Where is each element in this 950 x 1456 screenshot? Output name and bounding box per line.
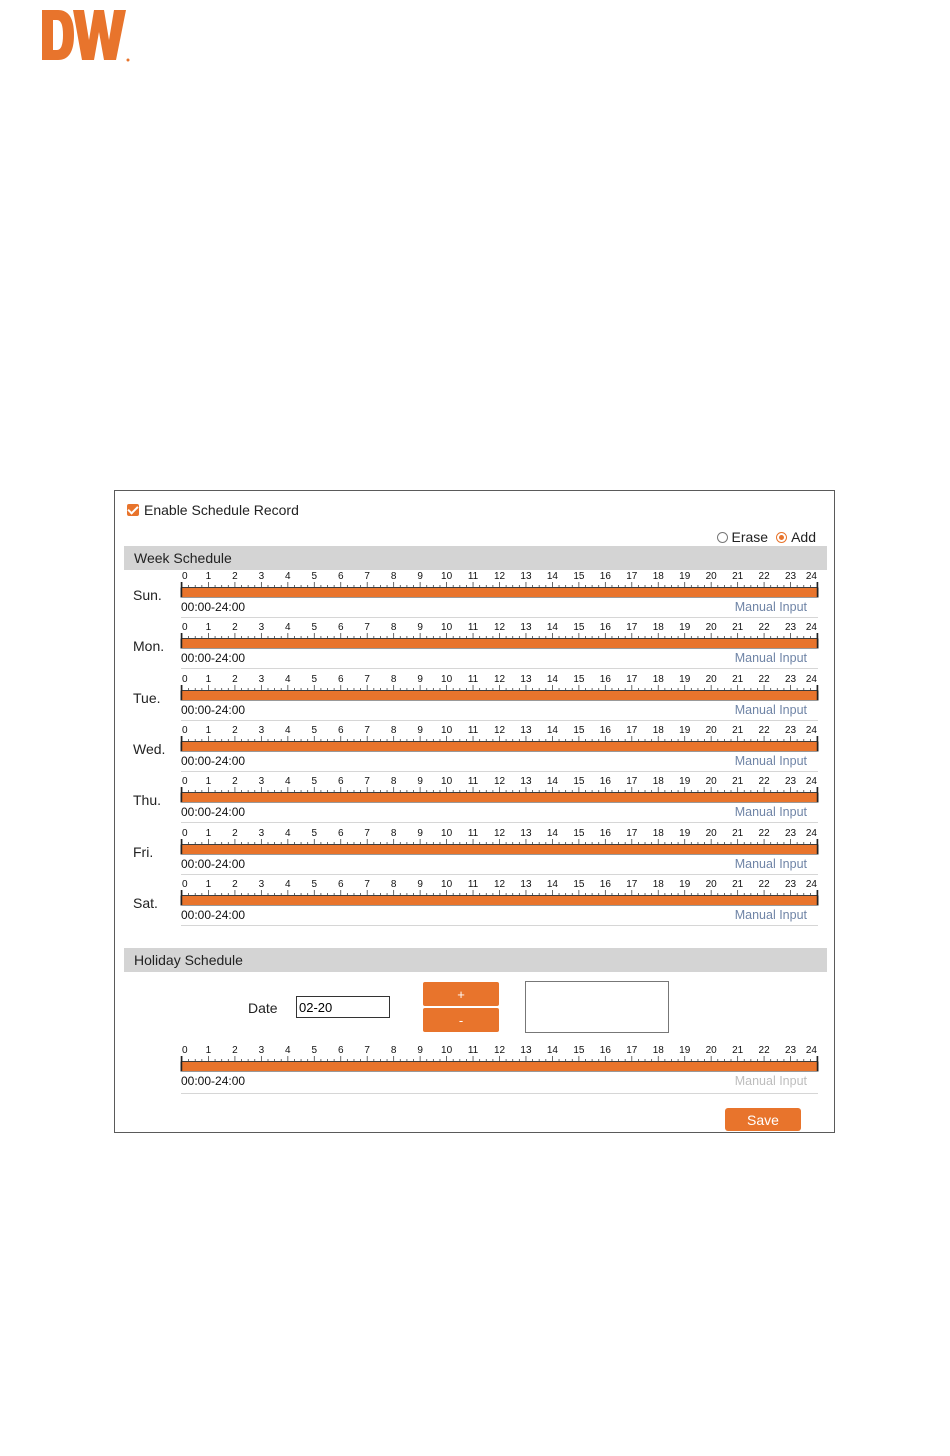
- day-0-timeline[interactable]: [181, 570, 818, 600]
- hour-tick-label: 6: [337, 622, 344, 634]
- hour-tick-label: 19: [679, 776, 691, 788]
- hour-tick-label: 8: [390, 878, 397, 890]
- hour-tick-label: 7: [364, 878, 370, 890]
- hour-tick-label: 2: [232, 673, 238, 685]
- hour-tick-label: 3: [258, 571, 265, 582]
- hour-tick-label: 9: [417, 571, 423, 582]
- hour-tick-label: 18: [652, 827, 664, 839]
- hour-tick-label: 16: [599, 571, 611, 582]
- hour-tick-label: 16: [599, 622, 611, 634]
- hour-tick-label: 3: [258, 827, 265, 839]
- date-input[interactable]: [296, 996, 390, 1018]
- hour-tick-label: 15: [573, 673, 585, 685]
- enable-schedule-label: Enable Schedule Record: [144, 502, 299, 518]
- hour-tick-label: 2: [232, 1045, 238, 1056]
- hour-tick-label: 1: [205, 827, 212, 839]
- day-range-text: 00:00-24:00: [181, 753, 246, 768]
- hour-tick-label: 6: [337, 776, 344, 788]
- hour-tick-label: 5: [311, 1045, 318, 1056]
- hour-tick-label: 10: [441, 776, 453, 788]
- enable-schedule-row[interactable]: [127, 501, 299, 519]
- hour-tick-label: 11: [467, 1045, 479, 1056]
- hour-tick-label: 8: [390, 724, 397, 736]
- hour-tick-label: 18: [652, 622, 664, 634]
- hour-tick-label: 22: [758, 571, 770, 582]
- hour-tick-label: 23: [784, 827, 797, 839]
- hour-tick-label: 17: [626, 776, 638, 788]
- hour-tick-label: 3: [258, 673, 265, 685]
- hour-tick-label: 11: [467, 622, 479, 634]
- day-range-text: 00:00-24:00: [181, 600, 246, 614]
- hour-tick-label: 0: [182, 724, 188, 736]
- hour-tick-label: 13: [520, 827, 532, 839]
- hour-tick-label: 20: [705, 724, 717, 736]
- enable-schedule-checkbox[interactable]: [127, 504, 139, 516]
- hour-tick-label: 16: [599, 1045, 611, 1056]
- day-2-timeline[interactable]: [181, 673, 818, 703]
- hour-tick-label: 6: [337, 571, 344, 582]
- hour-tick-label: 23: [784, 776, 797, 788]
- day-range-text: 00:00-24:00: [181, 907, 246, 922]
- hour-tick-label: 8: [390, 827, 397, 839]
- hour-tick-label: 22: [758, 827, 770, 839]
- dw-logo: [40, 6, 132, 64]
- hour-tick-label: 2: [232, 724, 238, 736]
- hour-tick-label: 12: [493, 776, 506, 788]
- holiday-schedule-header: Holiday Schedule: [124, 948, 827, 972]
- mode-selector: [717, 529, 817, 545]
- hour-tick-label: 1: [205, 1045, 212, 1056]
- hour-tick-label: 9: [417, 878, 423, 890]
- hour-tick-label: 24: [805, 571, 817, 582]
- hour-tick-label: 0: [182, 776, 188, 788]
- day-2-timeline-svg: [181, 673, 818, 703]
- hour-tick-label: 2: [232, 776, 238, 788]
- hour-tick-label: 6: [337, 724, 344, 736]
- hour-tick-label: 23: [784, 724, 797, 736]
- day-label: Sat.: [133, 894, 158, 911]
- add-radio[interactable]: [776, 532, 787, 543]
- hour-tick-label: 12: [493, 622, 506, 634]
- hour-tick-label: 12: [493, 1045, 506, 1056]
- hour-tick-label: 22: [758, 724, 770, 736]
- hour-tick-label: 11: [467, 724, 479, 736]
- hour-tick-label: 14: [546, 1045, 558, 1056]
- erase-radio[interactable]: [717, 532, 728, 543]
- hour-tick-label: 1: [205, 878, 212, 890]
- hour-tick-label: 24: [805, 776, 817, 788]
- day-label: Thu.: [133, 792, 162, 809]
- hour-tick-label: 2: [232, 878, 238, 890]
- hour-tick-label: 8: [390, 1045, 397, 1056]
- hour-tick-label: 24: [805, 622, 817, 634]
- hour-tick-label: 20: [705, 1045, 717, 1056]
- row-separator: [181, 720, 818, 721]
- hour-tick-label: 12: [493, 673, 506, 685]
- day-1-timeline[interactable]: [181, 621, 818, 651]
- scheduled-range-bar[interactable]: [182, 691, 817, 700]
- hour-tick-label: 12: [493, 724, 506, 736]
- hour-tick-label: 23: [784, 878, 797, 890]
- hour-tick-label: 15: [573, 1045, 585, 1056]
- hour-tick-label: 24: [805, 724, 817, 736]
- hour-tick-label: 7: [364, 827, 370, 839]
- hour-tick-label: 14: [546, 571, 558, 582]
- hour-tick-label: 24: [805, 1045, 817, 1056]
- hour-tick-label: 11: [467, 571, 479, 582]
- holiday-manual-input-link: Manual Input: [734, 1074, 807, 1088]
- hour-tick-label: 6: [337, 673, 344, 685]
- day-range-text: 00:00-24:00: [181, 856, 246, 871]
- hour-tick-label: 14: [546, 673, 558, 685]
- hour-tick-label: 9: [417, 776, 423, 788]
- hour-tick-label: 16: [599, 827, 611, 839]
- hour-tick-label: 8: [390, 571, 397, 582]
- hour-tick-label: 8: [390, 673, 397, 685]
- hour-tick-label: 13: [520, 724, 532, 736]
- holiday-range-text: 00:00-24:00: [181, 1074, 246, 1088]
- hour-tick-label: 5: [311, 571, 318, 582]
- manual-input-link[interactable]: Manual Input: [734, 753, 807, 768]
- hour-tick-label: 0: [182, 673, 188, 685]
- hour-tick-label: 20: [705, 673, 717, 685]
- hour-tick-label: 9: [417, 827, 423, 839]
- date-label: Date: [248, 1000, 278, 1016]
- day-label: Tue.: [133, 689, 161, 706]
- hour-tick-label: 0: [182, 571, 188, 582]
- remove-holiday-button[interactable]: -: [423, 1008, 499, 1032]
- scheduled-range-bar[interactable]: [182, 793, 817, 802]
- hour-tick-label: 21: [732, 776, 744, 788]
- hour-tick-label: 9: [417, 1045, 423, 1056]
- hour-tick-label: 13: [520, 571, 532, 582]
- hour-tick-label: 23: [784, 1045, 797, 1056]
- hour-tick-label: 15: [573, 827, 585, 839]
- hour-tick-label: 10: [441, 724, 453, 736]
- hour-tick-label: 0: [182, 827, 188, 839]
- hour-tick-label: 17: [626, 878, 638, 890]
- hour-tick-label: 18: [652, 1045, 664, 1056]
- hour-tick-label: 10: [441, 878, 453, 890]
- hour-tick-label: 16: [599, 673, 611, 685]
- hour-tick-label: 21: [732, 827, 744, 839]
- hour-tick-label: 0: [182, 878, 188, 890]
- hour-tick-label: 19: [679, 724, 691, 736]
- erase-label: Erase: [731, 529, 769, 545]
- scheduled-range-bar[interactable]: [182, 639, 817, 648]
- hour-tick-label: 21: [732, 673, 744, 685]
- hour-tick-label: 12: [493, 571, 506, 582]
- hour-tick-label: 11: [467, 673, 479, 685]
- hour-tick-label: 15: [573, 878, 585, 890]
- hour-tick-label: 21: [732, 1045, 744, 1056]
- hour-tick-label: 2: [232, 571, 238, 582]
- hour-tick-label: 4: [285, 673, 291, 685]
- holiday-date-list[interactable]: [525, 981, 669, 1033]
- hour-tick-label: 7: [364, 622, 370, 634]
- hour-tick-label: 13: [520, 1045, 532, 1056]
- hour-tick-label: 9: [417, 724, 423, 736]
- hour-tick-label: 2: [232, 622, 238, 634]
- schedule-panel: [114, 490, 835, 1133]
- hour-tick-label: 5: [311, 827, 318, 839]
- row-separator: [181, 617, 818, 618]
- hour-tick-label: 21: [732, 878, 744, 890]
- hour-tick-label: 1: [205, 776, 212, 788]
- hour-tick-label: 4: [285, 776, 291, 788]
- hour-tick-label: 19: [679, 622, 691, 634]
- hour-tick-label: 22: [758, 622, 770, 634]
- hour-tick-label: 14: [546, 776, 558, 788]
- row-separator: [181, 925, 818, 926]
- add-holiday-button[interactable]: +: [423, 982, 499, 1006]
- hour-tick-label: 0: [182, 1045, 188, 1056]
- hour-tick-label: 20: [705, 622, 717, 634]
- hour-tick-label: 6: [337, 1045, 344, 1056]
- manual-input-link[interactable]: Manual Input: [734, 600, 807, 614]
- manual-input-link[interactable]: Manual Input: [734, 856, 807, 871]
- hour-tick-label: 22: [758, 673, 770, 685]
- hour-tick-label: 17: [626, 571, 638, 582]
- hour-tick-label: 21: [732, 724, 744, 736]
- row-separator: [181, 822, 818, 823]
- hour-tick-label: 23: [784, 622, 797, 634]
- hour-tick-label: 10: [441, 571, 453, 582]
- scheduled-range-bar[interactable]: [182, 742, 817, 751]
- save-button[interactable]: Save: [725, 1108, 801, 1131]
- hour-tick-label: 7: [364, 724, 370, 736]
- hour-tick-label: 4: [285, 571, 291, 582]
- hour-tick-label: 4: [285, 1045, 291, 1056]
- hour-tick-label: 18: [652, 878, 664, 890]
- hour-tick-label: 20: [705, 878, 717, 890]
- hour-tick-label: 18: [652, 571, 664, 582]
- day-4-timeline-svg: [181, 775, 818, 805]
- hour-tick-label: 24: [805, 827, 817, 839]
- hour-tick-label: 7: [364, 673, 370, 685]
- hour-tick-label: 19: [679, 827, 691, 839]
- hour-tick-label: 5: [311, 724, 318, 736]
- hour-tick-label: 15: [573, 776, 585, 788]
- week-schedule-header: Week Schedule: [124, 546, 827, 570]
- hour-tick-label: 11: [467, 827, 479, 839]
- hour-tick-label: 15: [573, 622, 585, 634]
- hour-tick-label: 19: [679, 878, 691, 890]
- hour-tick-label: 23: [784, 673, 797, 685]
- hour-tick-label: 16: [599, 878, 611, 890]
- hour-tick-label: 17: [626, 827, 638, 839]
- day-6-timeline[interactable]: [181, 878, 818, 908]
- hour-tick-label: 19: [679, 673, 691, 685]
- hour-tick-label: 13: [520, 878, 532, 890]
- hour-tick-label: 15: [573, 571, 585, 582]
- hour-tick-label: 17: [626, 622, 638, 634]
- holiday-timeline-svg: [181, 1044, 818, 1074]
- scheduled-range-bar[interactable]: [182, 588, 817, 597]
- manual-input-link[interactable]: Manual Input: [734, 805, 807, 820]
- holiday-separator: [181, 1093, 818, 1094]
- hour-tick-label: 11: [467, 776, 479, 788]
- hour-tick-label: 12: [493, 878, 506, 890]
- hour-tick-label: 22: [758, 1045, 770, 1056]
- hour-tick-label: 10: [441, 827, 453, 839]
- day-0-timeline-svg: [181, 570, 818, 600]
- hour-tick-label: 4: [285, 724, 291, 736]
- row-separator: [181, 874, 818, 875]
- day-label: Wed.: [133, 740, 166, 757]
- hour-tick-label: 14: [546, 724, 558, 736]
- day-label: Fri.: [133, 843, 154, 860]
- hour-tick-label: 4: [285, 878, 291, 890]
- manual-input-link[interactable]: Manual Input: [734, 702, 807, 717]
- hour-tick-label: 5: [311, 622, 318, 634]
- day-range-text: 00:00-24:00: [181, 805, 246, 820]
- day-range-text: 00:00-24:00: [181, 651, 246, 666]
- hour-tick-label: 13: [520, 673, 532, 685]
- hour-tick-label: 10: [441, 1045, 453, 1056]
- hour-tick-label: 18: [652, 776, 664, 788]
- hour-tick-label: 13: [520, 776, 532, 788]
- holiday-timeline[interactable]: [181, 1044, 818, 1074]
- row-separator: [181, 668, 818, 669]
- hour-tick-label: 7: [364, 571, 370, 582]
- hour-tick-label: 5: [311, 878, 318, 890]
- scheduled-range-bar[interactable]: [182, 845, 817, 854]
- hour-tick-label: 1: [205, 724, 212, 736]
- hour-tick-label: 13: [520, 622, 532, 634]
- hour-tick-label: 24: [805, 673, 817, 685]
- hour-tick-label: 9: [417, 622, 423, 634]
- hour-tick-label: 12: [493, 827, 506, 839]
- day-5-timeline[interactable]: [181, 827, 818, 857]
- hour-tick-label: 20: [705, 776, 717, 788]
- hour-tick-label: 7: [364, 1045, 370, 1056]
- day-6-timeline-svg: [181, 878, 818, 908]
- hour-tick-label: 10: [441, 622, 453, 634]
- hour-tick-label: 21: [732, 571, 744, 582]
- hour-tick-label: 16: [599, 724, 611, 736]
- hour-tick-label: 24: [805, 878, 817, 890]
- day-range-text: 00:00-24:00: [181, 702, 246, 717]
- hour-tick-label: 2: [232, 827, 238, 839]
- hour-tick-label: 19: [679, 1045, 691, 1056]
- hour-tick-label: 16: [599, 776, 611, 788]
- add-label: Add: [791, 529, 816, 545]
- hour-tick-label: 14: [546, 878, 558, 890]
- hour-tick-label: 3: [258, 724, 265, 736]
- day-4-timeline[interactable]: [181, 775, 818, 805]
- hour-tick-label: 17: [626, 673, 638, 685]
- hour-tick-label: 8: [390, 776, 397, 788]
- hour-tick-label: 10: [441, 673, 453, 685]
- hour-tick-label: 5: [311, 776, 318, 788]
- scheduled-range-bar[interactable]: [182, 896, 817, 905]
- hour-tick-label: 11: [467, 878, 479, 890]
- hour-tick-label: 3: [258, 878, 265, 890]
- hour-tick-label: 7: [364, 776, 370, 788]
- hour-tick-label: 17: [626, 724, 638, 736]
- day-3-timeline[interactable]: [181, 724, 818, 754]
- day-3-timeline-svg: [181, 724, 818, 754]
- hour-tick-label: 23: [784, 571, 797, 582]
- hour-tick-label: 22: [758, 878, 770, 890]
- row-separator: [181, 771, 818, 772]
- hour-tick-label: 1: [205, 622, 212, 634]
- hour-tick-label: 0: [182, 622, 188, 634]
- hour-tick-label: 5: [311, 673, 318, 685]
- hour-tick-label: 17: [626, 1045, 638, 1056]
- hour-tick-label: 9: [417, 673, 423, 685]
- hour-tick-label: 4: [285, 622, 291, 634]
- hour-tick-label: 21: [732, 622, 744, 634]
- hour-tick-label: 3: [258, 622, 265, 634]
- hour-tick-label: 20: [705, 571, 717, 582]
- hour-tick-label: 3: [258, 776, 265, 788]
- day-5-timeline-svg: [181, 827, 818, 857]
- day-label: Sun.: [133, 587, 162, 603]
- hour-tick-label: 3: [258, 1045, 265, 1056]
- hour-tick-label: 18: [652, 724, 664, 736]
- manual-input-link[interactable]: Manual Input: [734, 907, 807, 922]
- hour-tick-label: 15: [573, 724, 585, 736]
- day-1-timeline-svg: [181, 621, 818, 651]
- hour-tick-label: 14: [546, 827, 558, 839]
- hour-tick-label: 6: [337, 827, 344, 839]
- manual-input-link[interactable]: Manual Input: [734, 651, 807, 666]
- scheduled-range-bar[interactable]: [182, 1062, 817, 1071]
- hour-tick-label: 1: [205, 673, 212, 685]
- hour-tick-label: 19: [679, 571, 691, 582]
- hour-tick-label: 4: [285, 827, 291, 839]
- hour-tick-label: 22: [758, 776, 770, 788]
- hour-tick-label: 14: [546, 622, 558, 634]
- hour-tick-label: 18: [652, 673, 664, 685]
- day-label: Mon.: [133, 638, 165, 655]
- hour-tick-label: 20: [705, 827, 717, 839]
- hour-tick-label: 6: [337, 878, 344, 890]
- hour-tick-label: 8: [390, 622, 397, 634]
- hour-tick-label: 1: [205, 571, 212, 582]
